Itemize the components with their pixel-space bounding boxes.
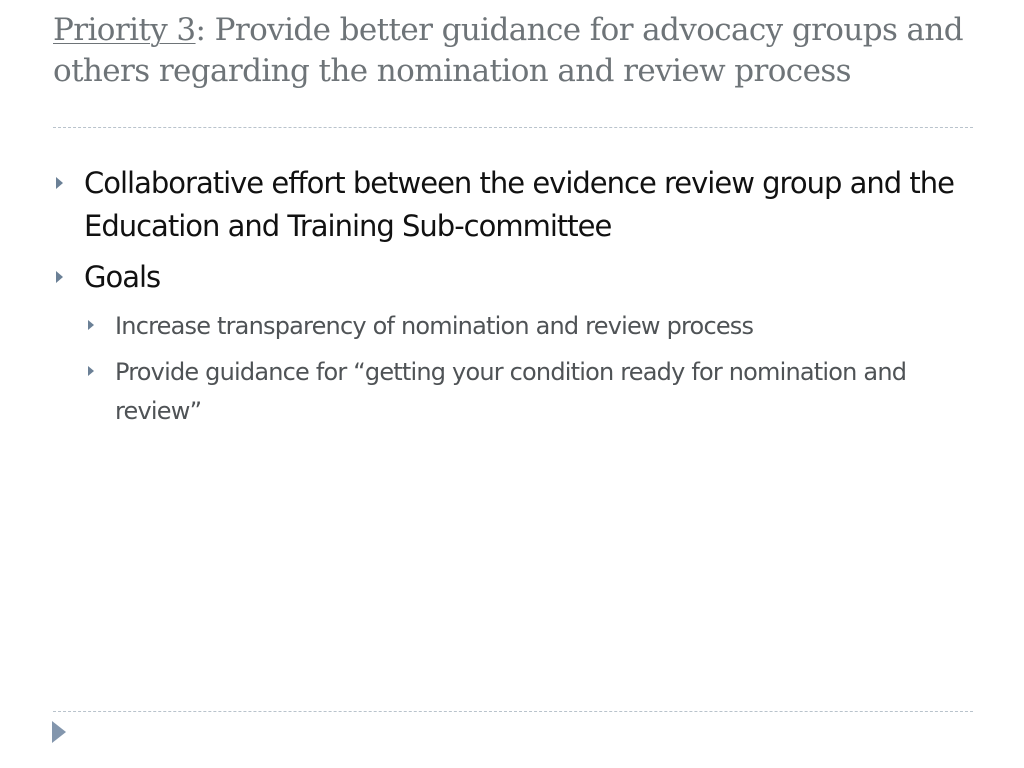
triangle-bullet-icon — [88, 320, 94, 330]
slide-title-text: : Provide better guidance for advocacy groups and others regarding the nomination and review process — [53, 12, 964, 89]
bullet-item-collaborative-effort — [53, 162, 983, 248]
bullet-item-goals — [53, 256, 983, 299]
priority-label: Priority 3 — [53, 12, 196, 48]
footer-divider — [53, 711, 973, 712]
bullet-text: Goals — [84, 260, 161, 294]
sub-bullet-text: Provide guidance for “getting your condition ready for nomination and review” — [115, 358, 907, 425]
bullet-text: Collaborative effort between the evidence review group and the Education and Training Sub-committee — [84, 166, 954, 243]
triangle-bullet-icon — [56, 177, 63, 189]
sub-bullet-item-guidance — [53, 353, 983, 431]
bullet-list — [53, 162, 983, 438]
next-slide-arrow-icon[interactable] — [52, 721, 66, 743]
title-divider — [53, 127, 973, 128]
slide-title — [53, 10, 973, 92]
sub-bullet-text: Increase transparency of nomination and review process — [115, 312, 754, 340]
triangle-bullet-icon — [56, 271, 63, 283]
sub-bullet-item-transparency — [53, 307, 983, 346]
triangle-bullet-icon — [88, 366, 94, 376]
